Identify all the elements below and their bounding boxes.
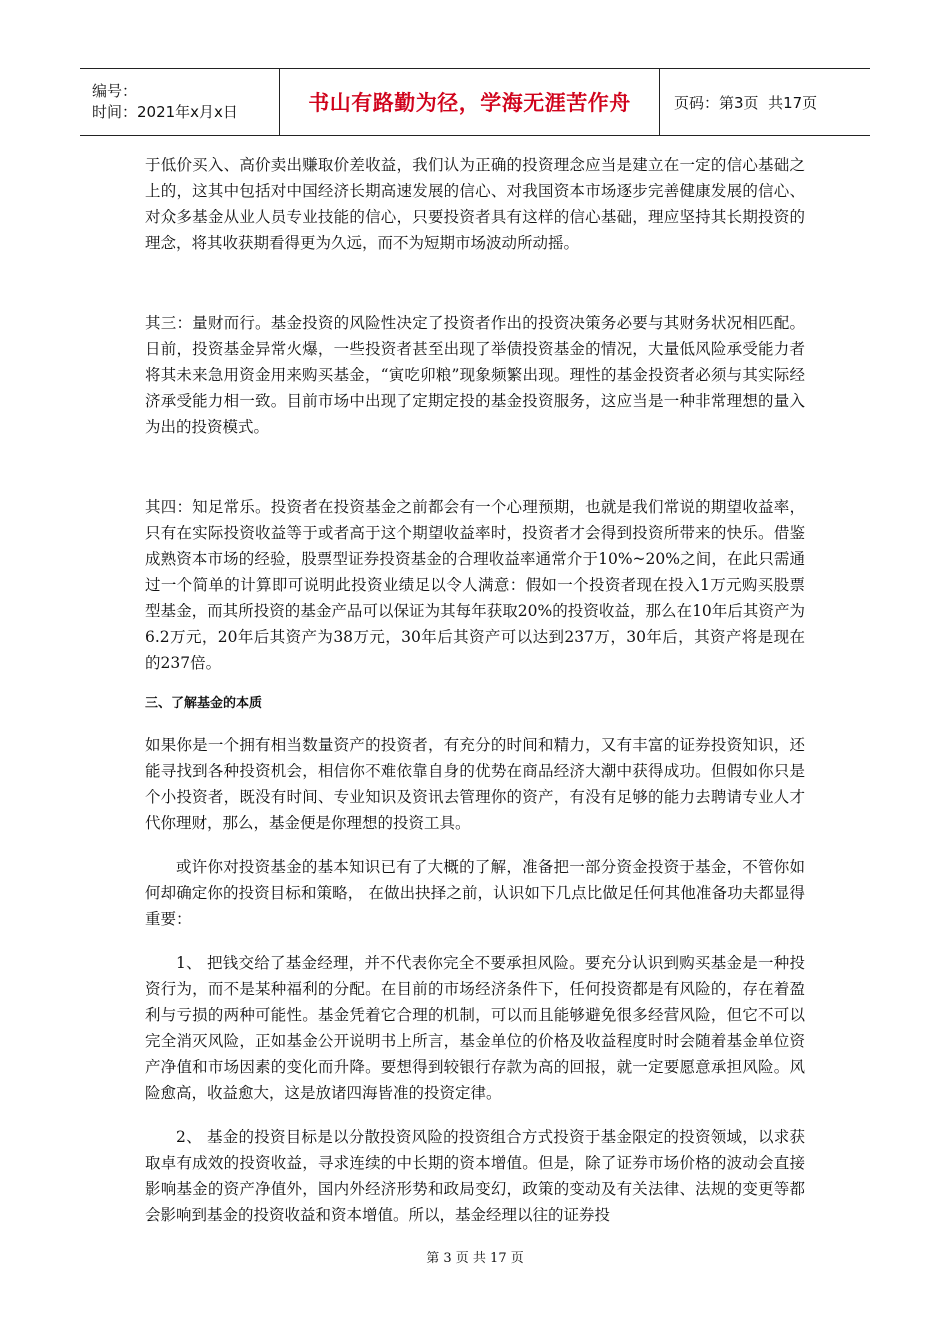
paragraph-4: 如果你是一个拥有相当数量资产的投资者，有充分的时间和精力，又有丰富的证券投资知识，还能寻找到各种投资机会，相信你不难依靠自身的优势在商品经济大潮中获得成功。但假如你只是个小投资者，既没有时间、专业知识及资讯去管理你的资产，有没有足够的能力去聘请专业人才代你理财，那么，基金便是你理想的投资工具。 xyxy=(145,736,805,832)
section-heading: 三、了解基金的本质 xyxy=(145,696,263,711)
motto: 书山有路勤为径，学海无涯苦作舟 xyxy=(280,69,660,135)
code-label: 编号： xyxy=(92,82,138,100)
paragraph-3: 其四：知足常乐。投资者在投资基金之前都会有一个心理预期，也就是我们常说的期望收益率，只有在实际投资收益等于或者高于这个期望收益率时，投资者才会得到投资所带来的快乐。借鉴成熟资本市场的经验，股票型证券投资基金的合理收益率通常介于10%~20%之间，在此只需通过一个简单的计算即可说明此投资业绩足以令人满意：假如一个投资者现在投入1万元购买股票型基金，而其所投资的基金产品可以保证为其每年获取20%的投资收益，那么在10年后其资产为6.2万元，20年后其资产为38万元，30年后其资产可以达到237万，30年后，其资产将是现在的237倍。 xyxy=(145,498,805,672)
date-label: 时间：2021年x月x日 xyxy=(92,103,238,121)
header-meta xyxy=(80,69,280,135)
paragraph-1: 于低价买入、高价卖出赚取价差收益，我们认为正确的投资理念应当是建立在一定的信心基础之上的，这其中包括对中国经济长期高速发展的信心、对我国资本市场逐步完善健康发展的信心、对众多基金从业人员专业技能的信心，只要投资者具有这样的信心基础，理应坚持其长期投资的理念，将其收获期看得更为久远，而不为短期市场波动所动摇。 xyxy=(145,156,805,252)
paragraph-7: 2、 基金的投资目标是以分散投资风险的投资组合方式投资于基金限定的投资领域，以求获取卓有成效的投资收益，寻求连续的中长期的资本增值。但是，除了证券市场价格的波动会直接影响基金的资产净值外，国内外经济形势和政局变幻，政策的变动及有关法律、法规的变更等都会影响到基金的投资收益和资本增值。所以，基金经理以往的证券投 xyxy=(145,1128,805,1224)
paragraph-5: 或许你对投资基金的基本知识已有了大概的了解，准备把一部分资金投资于基金，不管你如何却确定你的投资目标和策略， 在做出抉择之前，认识如下几点比做足任何其他准备功夫都显得重要： xyxy=(145,858,805,928)
paragraph-2: 其三：量财而行。基金投资的风险性决定了投资者作出的投资决策务必要与其财务状况相匹配。日前，投资基金异常火爆，一些投资者甚至出现了举债投资基金的情况，大量低风险承受能力者将其未来急用资金用来购买基金，“寅吃卯粮”现象频繁出现。理性的基金投资者必须与其实际经济承受能力相一致。目前市场中出现了定期定投的基金投资服务，这应当是一种非常理想的量入为出的投资模式。 xyxy=(145,314,805,436)
page-footer: 第 3 页 共 17 页 xyxy=(426,1251,524,1266)
document-body xyxy=(145,152,805,1228)
paragraph-6: 1、 把钱交给了基金经理，并不代表你完全不要承担风险。要充分认识到购买基金是一种投资行为，而不是某种福利的分配。在目前的市场经济条件下，任何投资都是有风险的，存在着盈利与亏损的两种可能性。基金凭着它合理的机制，可以而且能够避免很多经营风险，但它不可以完全消灭风险，正如基金公开说明书上所言，基金单位的价格及收益程度时时会随着基金单位资产净值和市场因素的变化而升降。要想得到较银行存款为高的回报，就一定要愿意承担风险。风险愈高，收益愈大，这是放诸四海皆准的投资定律。 xyxy=(145,954,805,1102)
page-info: 页码：第3页 共17页 xyxy=(674,93,818,112)
header-table xyxy=(80,68,870,136)
page-info-cell xyxy=(660,69,870,135)
